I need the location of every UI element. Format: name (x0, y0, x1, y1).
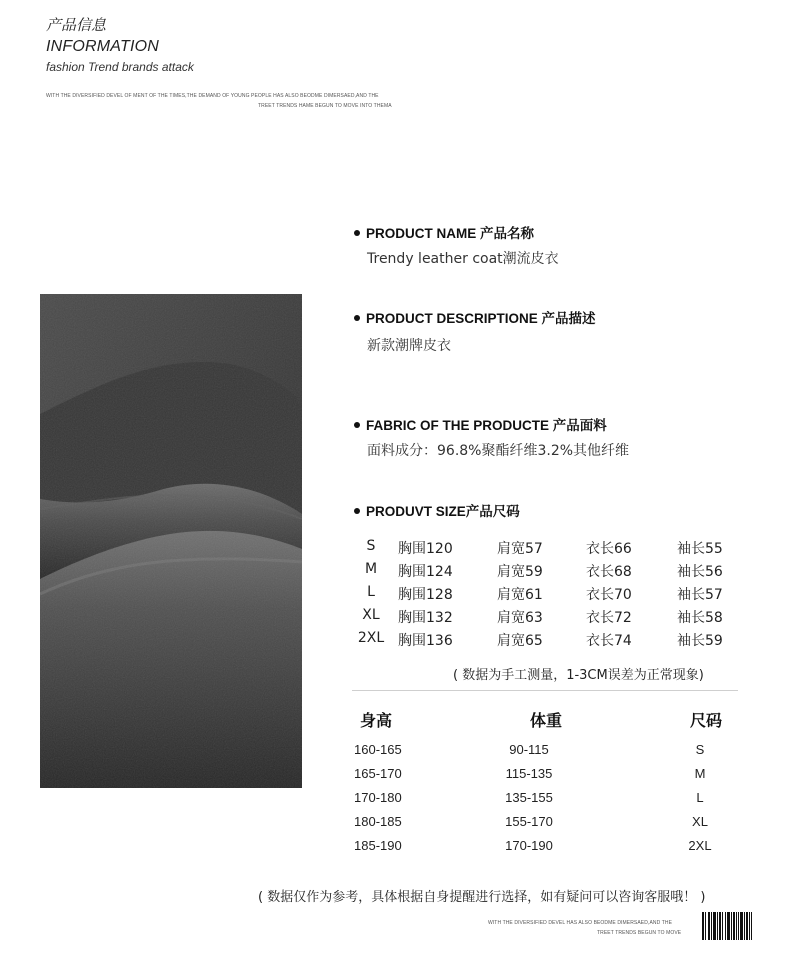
barcode-icon (702, 912, 752, 940)
height-cell: 160-165 (354, 742, 402, 757)
fabric-label: FABRIC OF THE PRODUCTE 产品面料 (366, 418, 607, 433)
shoulder-measure: 肩宽57 (497, 541, 543, 557)
size-cell: S (695, 742, 705, 757)
height-cell: 170-180 (354, 790, 402, 805)
sleeve-measure: 袖长56 (677, 564, 723, 580)
product-name-value: Trendy leather coat潮流皮衣 (367, 251, 559, 267)
length-measure: 衣长66 (586, 541, 632, 557)
size-row (354, 561, 744, 583)
fabric-value: 面料成分：96.8%聚酯纤维3.2%其他纤维 (367, 443, 630, 459)
size-cell: L (696, 790, 704, 805)
sleeve-measure: 袖长57 (677, 587, 723, 603)
fabric-heading (354, 414, 607, 434)
header-title-en: INFORMATION (46, 38, 160, 55)
size-cell: M (694, 766, 706, 781)
size-cell: 2XL (688, 838, 712, 853)
height-cell: 180-185 (354, 814, 402, 829)
shoulder-measure: 肩宽63 (497, 610, 543, 626)
sleeve-measure: 袖长58 (677, 610, 723, 626)
measurement-note: ( 数据为手工测量，1-3CM误差为正常现象) (453, 668, 704, 683)
chest-measure: 胸围132 (398, 610, 453, 626)
height-cell: 185-190 (354, 838, 402, 853)
weight-cell: 115-135 (505, 766, 553, 781)
size-code: L (367, 584, 375, 600)
fabric-texture-image (40, 294, 302, 788)
header-subtitle: fashion Trend brands attack (46, 60, 194, 74)
chest-measure: 胸围136 (398, 633, 453, 649)
product-name-heading (354, 222, 534, 242)
product-description-label: PRODUCT DESCRIPTIONE 产品描述 (366, 311, 596, 326)
chest-measure: 胸围120 (398, 541, 453, 557)
reference-note: ( 数据仅作为参考，具体根据自身提醒进行选择，如有疑问可以咨询客服哦！ ) (258, 890, 706, 905)
chest-measure: 胸围124 (398, 564, 453, 580)
shoulder-measure: 肩宽61 (497, 587, 543, 603)
bullet-dot-icon (354, 422, 360, 428)
header-title-cn: 产品信息 (46, 16, 107, 34)
product-name-label: PRODUCT NAME 产品名称 (366, 226, 534, 241)
bullet-dot-icon (354, 508, 360, 514)
product-size-label: PRODUVT SIZE产品尺码 (366, 504, 520, 519)
size-column-header: 尺码 (690, 711, 723, 730)
shoulder-measure: 肩宽59 (497, 564, 543, 580)
length-measure: 衣长70 (586, 587, 632, 603)
size-row (354, 607, 744, 629)
bullet-dot-icon (354, 315, 360, 321)
length-measure: 衣长74 (586, 633, 632, 649)
shoulder-measure: 肩宽65 (497, 633, 543, 649)
size-code: M (364, 561, 378, 577)
chest-measure: 胸围128 (398, 587, 453, 603)
size-code: 2XL (357, 630, 385, 646)
header-tagline-line-2: TREET TRENDS HAME BEGUN TO MOVE INTO THEMA (258, 103, 392, 109)
weight-cell: 135-155 (505, 790, 553, 805)
size-row (354, 584, 744, 606)
size-cell: XL (692, 814, 708, 829)
length-measure: 衣长68 (586, 564, 632, 580)
header-tagline-line-1: WITH THE DIVERSIFIED DEVEL OF MENT OF THE TIMES,THE DEMAND OF YOUNG PEOPLE HAS ALSO BEODME DIMERSAED,AND THE (46, 93, 379, 99)
weight-cell: 90-115 (509, 742, 549, 757)
weight-column-header: 体重 (530, 711, 563, 730)
footer-tagline-line-1: WITH THE DIVERSIFIED DEVEL HAS ALSO BEODME DIMERSAED,AND THE (488, 920, 672, 926)
product-size-heading (354, 500, 520, 520)
product-description-heading (354, 307, 596, 327)
sleeve-measure: 袖长55 (677, 541, 723, 557)
sleeve-measure: 袖长59 (677, 633, 723, 649)
size-row (354, 630, 744, 652)
divider (352, 690, 738, 691)
footer-tagline-line-2: TREET TRENDS BEGUN TO MOVE (597, 930, 682, 936)
bullet-dot-icon (354, 230, 360, 236)
length-measure: 衣长72 (586, 610, 632, 626)
table-row (354, 838, 744, 860)
height-column-header: 身高 (360, 711, 393, 730)
weight-cell: 170-190 (505, 838, 553, 853)
table-row (354, 742, 744, 764)
table-row (354, 814, 744, 836)
weight-cell: 155-170 (505, 814, 553, 829)
size-code: XL (362, 607, 380, 623)
height-cell: 165-170 (354, 766, 402, 781)
size-row (354, 538, 744, 560)
fabric-photo (40, 294, 302, 788)
table-row (354, 766, 744, 788)
product-description-value: 新款潮牌皮衣 (367, 338, 451, 354)
size-code: S (366, 538, 376, 554)
table-row (354, 790, 744, 812)
